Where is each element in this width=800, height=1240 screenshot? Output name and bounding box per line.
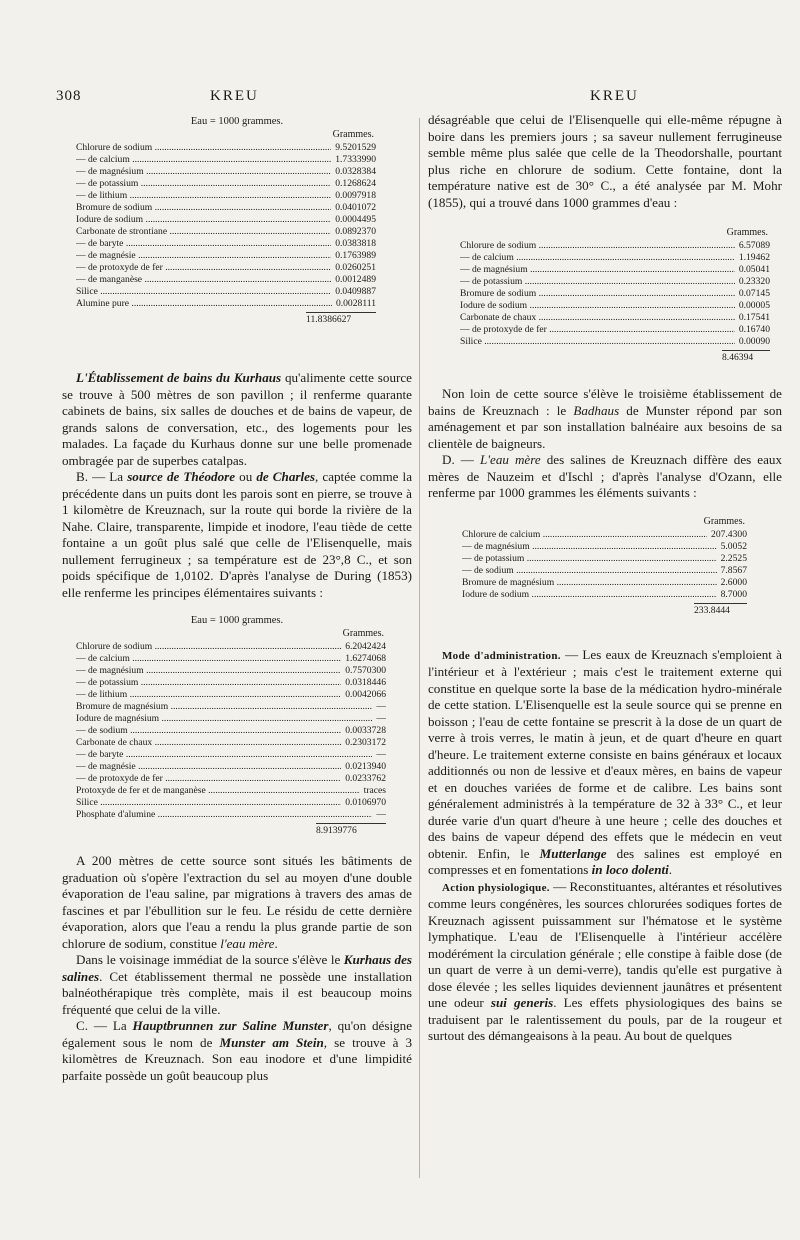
table4-row-label: Iodure de sodium ..... xyxy=(462,589,717,601)
table2-row-value: 0.0233762 xyxy=(345,773,386,784)
table1-row-label: Iodure de sodium ..... xyxy=(76,214,331,226)
table3-row-label: — de protoxyde de fer ..... xyxy=(460,324,735,336)
table1-row-label: — de lithium ..... xyxy=(76,190,331,202)
table3-unit: Grammes. xyxy=(726,227,768,238)
table1-row-value: 0.0004495 xyxy=(335,214,376,225)
table2-row xyxy=(76,785,386,797)
table1-row xyxy=(76,286,376,298)
action-body: — Reconstituantes, altérantes et résolutives comme leurs congénères, les sources chlorurées sodiques fortes de Kreuznach agissent puissamment sur l'hématose et le système lymphatique. L'eau de l'Elisenquelle à l'intérieur accélère modérément la circulation générale ; elle constipe à faible dose (de un quart de verre à un demi-verre), tandis qu'elle est purgative à dose élevée ; les selles liquides deviennent jaunâtres et présentent une odeur xyxy=(428,878,782,1010)
table3-row-value: 0.05041 xyxy=(738,264,770,275)
table1-row xyxy=(76,250,376,262)
action-body-2: . Les effets physiologiques des bains se traduisent par le ralentissement du pouls, par de la rougeur et surtout des démangeaisons à la peau. Au bout de quelques xyxy=(428,995,783,1043)
table2-row-label: Protoxyde de fer et de manganèse ..... xyxy=(76,785,360,797)
analysis-table-3 xyxy=(460,227,770,364)
table2-row xyxy=(76,701,386,713)
paragraph-badhaus xyxy=(428,386,782,452)
table2-row-label: Chlorure de sodium ..... xyxy=(76,641,341,653)
table1-row xyxy=(76,178,376,190)
table1-row xyxy=(76,274,376,286)
table2-row-label: — de sodium ..... xyxy=(76,725,341,737)
salines-title: Kurhaus des salines xyxy=(62,952,412,984)
table2-row-value: 0.7570300 xyxy=(345,665,386,676)
table2-row xyxy=(76,797,386,809)
eau-mere-term: l'eau mère xyxy=(220,935,275,951)
table2-row-value: 0.2303172 xyxy=(345,737,386,748)
table2-total: 8.9139776 xyxy=(316,823,386,837)
table3-row-value: 0.07145 xyxy=(738,288,770,299)
sui-generis-term: sui generis xyxy=(490,995,554,1010)
paragraph-action xyxy=(428,879,782,1045)
table2-row xyxy=(76,665,386,677)
analysis-table-4 xyxy=(462,516,747,617)
table1-row-label: — de calcium ..... xyxy=(76,154,331,166)
page-number: 308 xyxy=(56,88,82,104)
table3-row xyxy=(460,288,770,300)
table2-row-value: 0.0033728 xyxy=(345,725,386,736)
table2-row-label: Phosphate d'alumine ..... xyxy=(76,809,372,821)
table3-row-value: 0.00005 xyxy=(738,300,770,311)
table2-row xyxy=(76,773,386,785)
table3-row-value: 0.16740 xyxy=(738,324,770,335)
running-header-right: KREU xyxy=(590,88,639,104)
table4-row-value: 2.2525 xyxy=(720,552,747,564)
paragraph-theodore xyxy=(62,469,412,601)
table1-row xyxy=(76,226,376,238)
paragraph-administration xyxy=(428,647,782,879)
eau-mere-lead: D. — xyxy=(442,452,480,467)
table4-row xyxy=(462,541,747,553)
table4-row-value: 8.7000 xyxy=(720,588,747,600)
table2-row-value: 1.6274068 xyxy=(345,653,386,664)
table2-row-label: Silice ..... xyxy=(76,797,341,809)
paragraph-salines xyxy=(62,952,412,1018)
table2-row-label: — de magnésie ..... xyxy=(76,761,341,773)
table1-total: 11.8386627 xyxy=(306,312,376,326)
analysis-table-2 xyxy=(76,628,386,837)
table2-row xyxy=(76,713,386,725)
administration-end: . xyxy=(668,862,673,877)
table2-row xyxy=(76,761,386,773)
charles-title: de Charles xyxy=(256,469,316,484)
badhaus-body: de Munster répond par son aménagement et par son installation balnéaire aux besoins de sa clientèle de baigneurs. xyxy=(428,402,782,451)
table2-row xyxy=(76,725,386,737)
table4-row-value: 207.4300 xyxy=(711,528,747,540)
kurhaus-body: qu'alimente cette source se trouve à 500 mètres de son pavillon ; il renferme quarante cabinets de bains, six salles de douches et de bains de vapeur, de grands salons de conversation, etc., des logements pour les malades. La façade du Kurhaus donne sur une belle promenade ombragée par de superbes catalpas. xyxy=(62,370,412,468)
table4-row xyxy=(462,553,747,565)
table1-row-value: 0.0012489 xyxy=(335,274,376,285)
table1-row-label: — de magnésie ..... xyxy=(76,250,331,262)
table2-row-label: — de magnésium ..... xyxy=(76,665,341,677)
paragraph-kurhaus xyxy=(62,370,412,469)
administration-body-2: des salines est employé en compresses et en fomentations xyxy=(428,845,782,877)
table2-row-label: — de baryte ..... xyxy=(76,749,372,761)
table3-row xyxy=(460,300,770,312)
table3-row-label: Carbonate de chaux ..... xyxy=(460,312,735,324)
table2-row-value: 0.0106970 xyxy=(345,797,386,808)
table3-row xyxy=(460,312,770,324)
table4-total: 233.8444 xyxy=(694,603,747,617)
table1-row-label: — de magnésium ..... xyxy=(76,166,331,178)
table1-row-value: 0.1268624 xyxy=(335,178,376,189)
table1-row-label: Silice ..... xyxy=(76,286,331,298)
table2-unit: Grammes. xyxy=(342,628,384,639)
administration-heading: Mode d'administration. xyxy=(442,649,561,662)
table4-row-label: Chlorure de calcium ..... xyxy=(462,529,707,541)
badhaus-title: Badhaus xyxy=(573,402,620,418)
table1-row-label: — de potassium ..... xyxy=(76,178,331,190)
action-heading: Action physiologique. xyxy=(442,881,550,894)
table4-row-label: — de magnésium ..... xyxy=(462,541,717,553)
kurhaus-title: L'Établissement de bains du Kurhaus xyxy=(76,370,282,385)
column-divider xyxy=(419,118,420,1178)
table4-row-value: 2.6000 xyxy=(720,576,747,588)
table1-row xyxy=(76,166,376,178)
table2-row xyxy=(76,653,386,665)
table4-row xyxy=(462,565,747,577)
table2-row-label: — de calcium ..... xyxy=(76,653,341,665)
mutterlange-term: Mutterlange xyxy=(539,845,607,861)
table3-row xyxy=(460,252,770,264)
table4-row xyxy=(462,577,747,589)
table3-row-value: 6.57089 xyxy=(738,240,770,251)
table4-row xyxy=(462,529,747,541)
table1-row xyxy=(76,214,376,226)
table3-row xyxy=(460,324,770,336)
table1-row xyxy=(76,142,376,154)
table1-unit: Grammes. xyxy=(332,129,374,140)
table2-row-value: 0.0318446 xyxy=(345,677,386,688)
table1-row xyxy=(76,202,376,214)
analysis-table-1 xyxy=(76,129,376,326)
table3-row xyxy=(460,264,770,276)
table3-row-label: Bromure de sodium ..... xyxy=(460,288,735,300)
table2-row xyxy=(76,677,386,689)
table1-row-value: 0.0097918 xyxy=(335,190,376,201)
graduation-body: A 200 mètres de cette source sont situés les bâtiments de graduation où s'opère l'extraction du sel au moyen d'une double évaporation de l'eau saline, par migrations à travers des amas de fascines et par l'ébullition sur le feu. Le résidu de cette dernière évaporation, alors que l'eau a rendu la plus grande partie de son chlorure de sodium, constitue xyxy=(62,853,412,951)
table4-row-value: 5.0052 xyxy=(720,540,747,552)
eau-mere-title: L'eau mère xyxy=(479,452,541,467)
hauptbrunnen-title: Hauptbrunnen zur Saline Munster xyxy=(132,1018,329,1033)
table1-row-label: Bromure de sodium ..... xyxy=(76,202,331,214)
table1-row-label: Carbonate de strontiane ..... xyxy=(76,226,331,238)
table2-row xyxy=(76,809,386,821)
hauptbrunnen-lead: C. — La xyxy=(76,1018,133,1033)
badhaus-lead: Non loin de cette source s'élève le troisième établissement de bains de Kreuznach : le xyxy=(428,386,782,418)
table3-row xyxy=(460,336,770,348)
table2-row-label: — de protoxyde de fer ..... xyxy=(76,773,341,785)
hauptbrunnen-body: , se trouve à 3 kilomètres de Kreuznach. Son eau inodore et d'une limpidité parfaite possède un goût beaucoup plus xyxy=(62,1034,412,1083)
table4-row-label: Bromure de magnésium ..... xyxy=(462,577,717,589)
theodore-mid: ou xyxy=(235,469,257,484)
table1-row xyxy=(76,238,376,250)
table2-row-label: — de lithium ..... xyxy=(76,689,341,701)
table1-row-label: — de baryte ..... xyxy=(76,238,331,250)
table2-row-value: — xyxy=(376,809,386,820)
table1-row-value: 0.0892370 xyxy=(335,226,376,237)
table4-row-label: — de potassium ..... xyxy=(462,553,717,565)
administration-body: — Les eaux de Kreuznach s'emploient à l'intérieur et à l'extérieur ; mais c'est le traitement externe qui constitue en quelque sorte la base de la médication hydro-minérale de cette station. L'Elisenquelle est la seule source qui se prenne en boisson ; l'eau de cette fontaine se prescrit à la dose de un quart de verre à trois verres, le matin à jeun, et de quart d'heure en quart d'heure. Le traitement externe consiste en bains généraux et locaux additionnés ou non de lessive et d'eaux mères, en bains de vapeur et en douches variées de forme et de calibre. Les bains sont généralement administrés à la température de 32 à 33° C., et leur durée varie d'un quart d'heure à une heure ; celle des douches et des bains de vapeur dépend des effets que le médecin en veut obtenir. Enfin, le xyxy=(428,646,782,861)
theodore-body: , captée comme la précédente dans un puits dont les parois sont en pierre, se trouve à 1 kilomètre de Kreuznach, sur la route qui borde la rivière de la Nahe. Claire, transparente, limpide et inodore, l'eau tiède de cette fontaine a un goût plus salé que celle de l'Elisenquelle, mais nullement ferrugineux ; sa température est de 23°,8 C., et son poids spécifique de 1,0102. D'après l'analyse de During (1853) elle renferme les principes élémentaires suivants : xyxy=(62,469,413,600)
table1-row xyxy=(76,298,376,310)
paragraph-eau-mere xyxy=(428,452,782,502)
munster-title: Munster am Stein xyxy=(219,1034,324,1050)
table1-row-value: 0.1763989 xyxy=(335,250,376,261)
table3-row-value: 0.17541 xyxy=(738,312,770,323)
theodore-title: source de Théodore xyxy=(127,469,236,484)
table2-row-label: Iodure de magnésium ..... xyxy=(76,713,372,725)
paragraph-continuation: désagréable que celui de l'Elisenquelle qui elle-même répugne à boire dans les premiers jours ; sa saveur nullement ferrugineuse semble même plus salée que celle de la Theodorshalle, pourtant plus riche en chlorure de sodium. Cette fontaine, dont la température native est de 30° C., a été analysée par M. Mohr (1855), qui a trouvé dans 1000 grammes d'eau : xyxy=(428,112,782,210)
table3-row-value: 0.23320 xyxy=(738,276,770,287)
paragraph-hauptbrunnen xyxy=(62,1018,412,1084)
table2-row-value: 6.2042424 xyxy=(345,641,386,652)
table1-row-value: 0.0028111 xyxy=(335,298,376,309)
table1-row-value: 0.0328384 xyxy=(335,166,376,177)
table2-row-value: 0.0213940 xyxy=(345,761,386,772)
table2-row-label: Carbonate de chaux ..... xyxy=(76,737,341,749)
table1-row xyxy=(76,154,376,166)
table1-row-value: 9.5201529 xyxy=(335,142,376,153)
table1-row xyxy=(76,262,376,274)
table2-row-value: — xyxy=(376,713,386,724)
table2-row-value: — xyxy=(376,701,386,712)
table3-row xyxy=(460,240,770,252)
in-loco-dolenti-term: in loco dolenti xyxy=(591,862,669,877)
salines-body: . Cet établissement thermal ne possède une installation balnéothérapique très complète, mais il est beaucoup moins fréquenté que celui de la ville. xyxy=(62,968,412,1017)
table1-caption: Eau = 1000 grammes. xyxy=(190,116,284,127)
table4-row xyxy=(462,589,747,601)
table2-row xyxy=(76,749,386,761)
table1-row-label: — de manganèse ..... xyxy=(76,274,331,286)
table2-row-value: — xyxy=(376,749,386,760)
salines-lead: Dans le voisinage immédiat de la source s'élève le xyxy=(76,952,344,967)
table4-row-label: — de sodium ..... xyxy=(462,565,717,577)
table3-row-label: — de calcium ..... xyxy=(460,252,735,264)
table1-row-label: Chlorure de sodium ..... xyxy=(76,142,331,154)
table2-row-label: — de potassium ..... xyxy=(76,677,341,689)
table1-row-label: Alumine pure ..... xyxy=(76,298,332,310)
running-header-left: KREU xyxy=(210,88,259,104)
table3-row-value: 0.00090 xyxy=(738,336,770,347)
table2-caption: Eau = 1000 grammes. xyxy=(190,615,284,626)
table1-row-value: 0.0383818 xyxy=(335,238,376,249)
graduation-end: . xyxy=(274,935,278,951)
table2-row-value: traces xyxy=(363,785,386,796)
table2-row xyxy=(76,737,386,749)
theodore-lead: B. — La xyxy=(76,469,128,484)
paragraph-graduation xyxy=(62,853,412,952)
table2-row-value: 0.0042066 xyxy=(345,689,386,700)
table2-row xyxy=(76,641,386,653)
table3-row-label: Chlorure de sodium ..... xyxy=(460,240,735,252)
table2-row xyxy=(76,689,386,701)
table4-unit: Grammes. xyxy=(703,515,745,527)
table1-row-value: 1.7333990 xyxy=(335,154,376,165)
table1-row-label: — de protoxyde de fer ..... xyxy=(76,262,331,274)
right-column xyxy=(428,112,782,1045)
table4-row-value: 7.8567 xyxy=(720,564,747,576)
table3-row-label: — de magnésium ..... xyxy=(460,264,735,276)
table2-row-label: Bromure de magnésium ..... xyxy=(76,701,372,713)
table3-row xyxy=(460,276,770,288)
left-column xyxy=(62,112,412,1084)
table3-total: 8.46394 xyxy=(722,350,770,364)
table1-row-value: 0.0409887 xyxy=(335,286,376,297)
table1-row-value: 0.0260251 xyxy=(335,262,376,273)
table3-row-label: Silice ..... xyxy=(460,336,735,348)
hauptbrunnen-mid: , qu'on désigne également sous le nom de xyxy=(62,1018,413,1050)
table3-row-label: — de potassium ..... xyxy=(460,276,735,288)
table1-row xyxy=(76,190,376,202)
table3-row-label: Iodure de sodium ..... xyxy=(460,300,735,312)
table3-row-value: 1.19462 xyxy=(738,252,770,263)
eau-mere-body: des salines de Kreuznach diffère des eaux mères de Nauzeim et d'Ischl ; d'après l'analyse d'Ozann, elle renferme par 1000 grammes les éléments suivants : xyxy=(428,452,783,500)
table1-row-value: 0.0401072 xyxy=(335,202,376,213)
